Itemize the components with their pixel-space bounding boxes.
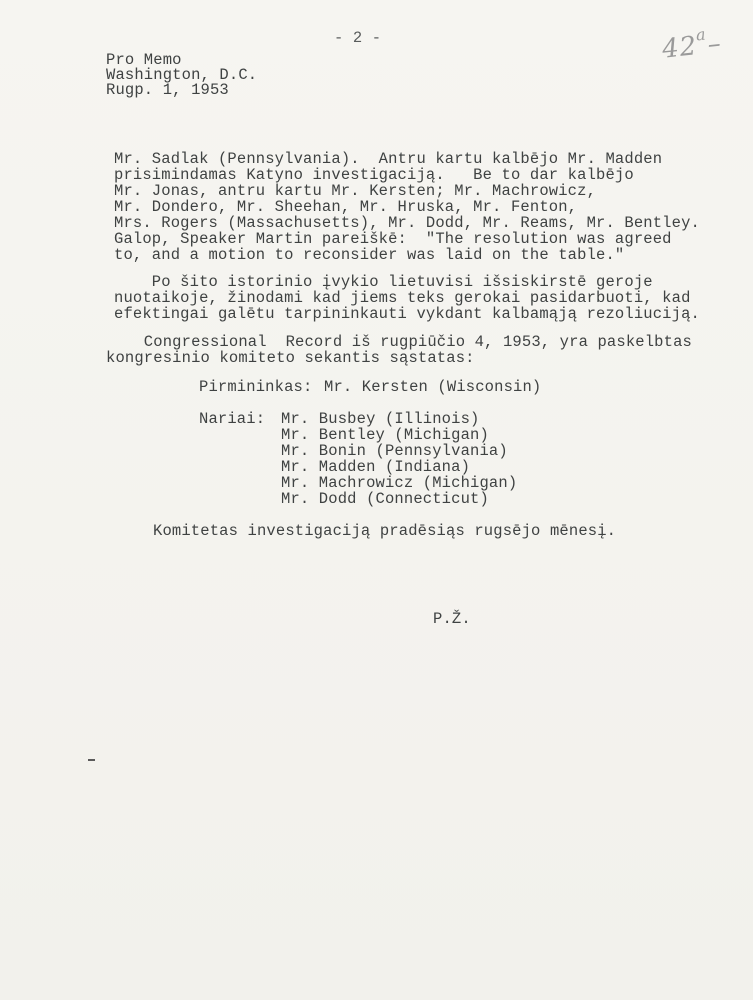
text-line: Mr. Sadlak (Pennsylvania). Antru kartu kalbējo Mr. Madden bbox=[114, 150, 663, 168]
text-line: Congressional Record iš rugpiūčio 4, 1953, yra paskelbtas bbox=[106, 333, 692, 351]
text-line: efektingai galētu tarpininkauti vykdant kalbamąją rezoliuciją. bbox=[114, 305, 700, 323]
text-line: Galop, Speaker Martin pareiškē: "The resolution was agreed bbox=[114, 230, 672, 248]
committee-member: Mr. Bonin (Pennsylvania) bbox=[281, 442, 508, 460]
text-line: to, and a motion to reconsider was laid on the table." bbox=[114, 246, 625, 264]
committee-member: Mr. Bentley (Michigan) bbox=[281, 426, 489, 444]
committee-member: Mr. Madden (Indiana) bbox=[281, 458, 471, 476]
text-line: Mr. Dondero, Mr. Sheehan, Mr. Hruska, Mr. Fenton, bbox=[114, 198, 578, 216]
closing-sentence: Komitetas investigaciją pradēsiąs rugsējo mēnesį. bbox=[153, 522, 617, 540]
memo-location: Washington, D.C. bbox=[106, 66, 258, 84]
committee-member: Mr. Busbey (Illinois) bbox=[281, 410, 480, 428]
text-line: kongresinio komiteto sekantis sąstatas: bbox=[106, 349, 475, 367]
committee-member: Mr. Dodd (Connecticut) bbox=[281, 490, 489, 508]
chair-label: Pirmininkas: bbox=[199, 378, 313, 396]
text-line: Po šito istorinio įvykio lietuvisi išsiskirstē geroje bbox=[114, 273, 653, 291]
committee-member: Mr. Machrowicz (Michigan) bbox=[281, 474, 518, 492]
memo-date: Rugp. 1, 1953 bbox=[106, 81, 229, 99]
signature-initials: P.Ž. bbox=[433, 610, 471, 628]
text-line: prisimindamas Katyno investigaciją. Be to dar kalbējo bbox=[114, 166, 634, 184]
margin-mark bbox=[88, 759, 95, 761]
handwritten-superscript: a bbox=[694, 24, 708, 45]
text-line: Mrs. Rogers (Massachusetts), Mr. Dodd, Mr. Reams, Mr. Bentley. bbox=[114, 214, 700, 232]
page-number: - 2 - bbox=[334, 29, 382, 47]
chair-name: Mr. Kersten (Wisconsin) bbox=[324, 378, 542, 396]
text-line: Mr. Jonas, antru kartu Mr. Kersten; Mr. Machrowicz, bbox=[114, 182, 597, 200]
memo-title: Pro Memo bbox=[106, 51, 182, 69]
handwritten-page-note: 42$^a$– bbox=[660, 24, 724, 65]
text-line: nuotaikoje, žinodami kad jiems teks gerokai pasidarbuoti, kad bbox=[114, 289, 691, 307]
handwritten-number: 42 bbox=[660, 31, 699, 65]
members-label: Nariai: bbox=[199, 410, 266, 428]
